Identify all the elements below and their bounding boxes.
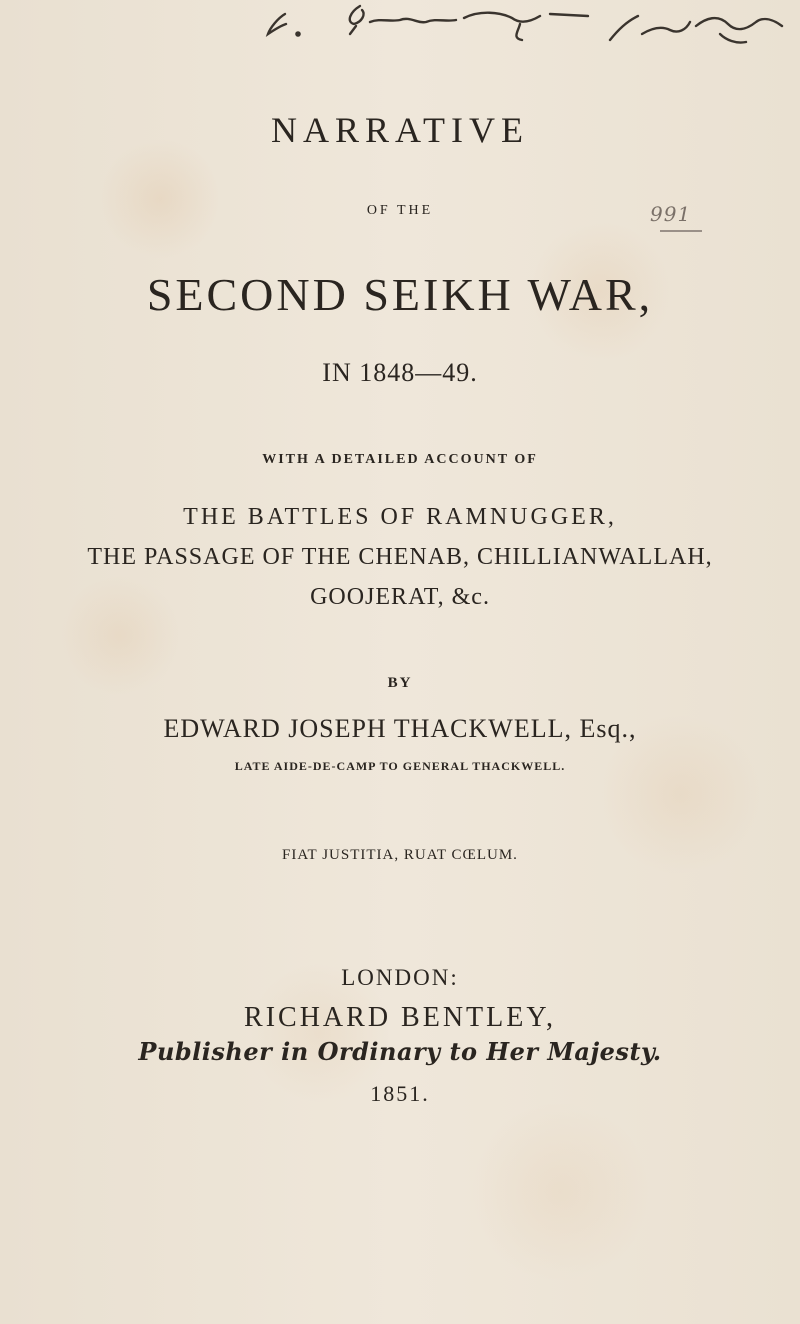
battles-line-2: THE PASSAGE OF THE CHENAB, CHILLIANWALLAH, — [87, 544, 713, 570]
motto: FIAT JUSTITIA, RUAT CŒLUM. — [282, 847, 518, 863]
book-title: NARRATIVE — [271, 110, 529, 150]
subtitle-intro: WITH A DETAILED ACCOUNT OF — [262, 452, 538, 467]
margin-underline — [660, 230, 702, 232]
battles-line-1: THE BATTLES OF RAMNUGGER, — [183, 504, 617, 530]
publisher-name: RICHARD BENTLEY, — [244, 1002, 556, 1033]
by-line: BY — [387, 675, 413, 691]
battles-line-3: GOOJERAT, &c. — [310, 584, 490, 610]
publication-year: 1851. — [370, 1081, 430, 1106]
margin-pencil-number: 991 — [650, 202, 692, 226]
title-dates: IN 1848—49. — [322, 358, 478, 387]
author-title: LATE AIDE-DE-CAMP TO GENERAL THACKWELL. — [234, 759, 566, 773]
publisher-role: Publisher in Ordinary to Her Majesty. — [138, 1037, 662, 1066]
imprint-city: LONDON: — [341, 965, 459, 990]
title-of-the: OF THE — [366, 203, 434, 218]
author-name: EDWARD JOSEPH THACKWELL, Esq., — [163, 714, 637, 743]
handwritten-signature — [250, 0, 800, 60]
title-war: SECOND SEIKH WAR, — [146, 269, 654, 320]
